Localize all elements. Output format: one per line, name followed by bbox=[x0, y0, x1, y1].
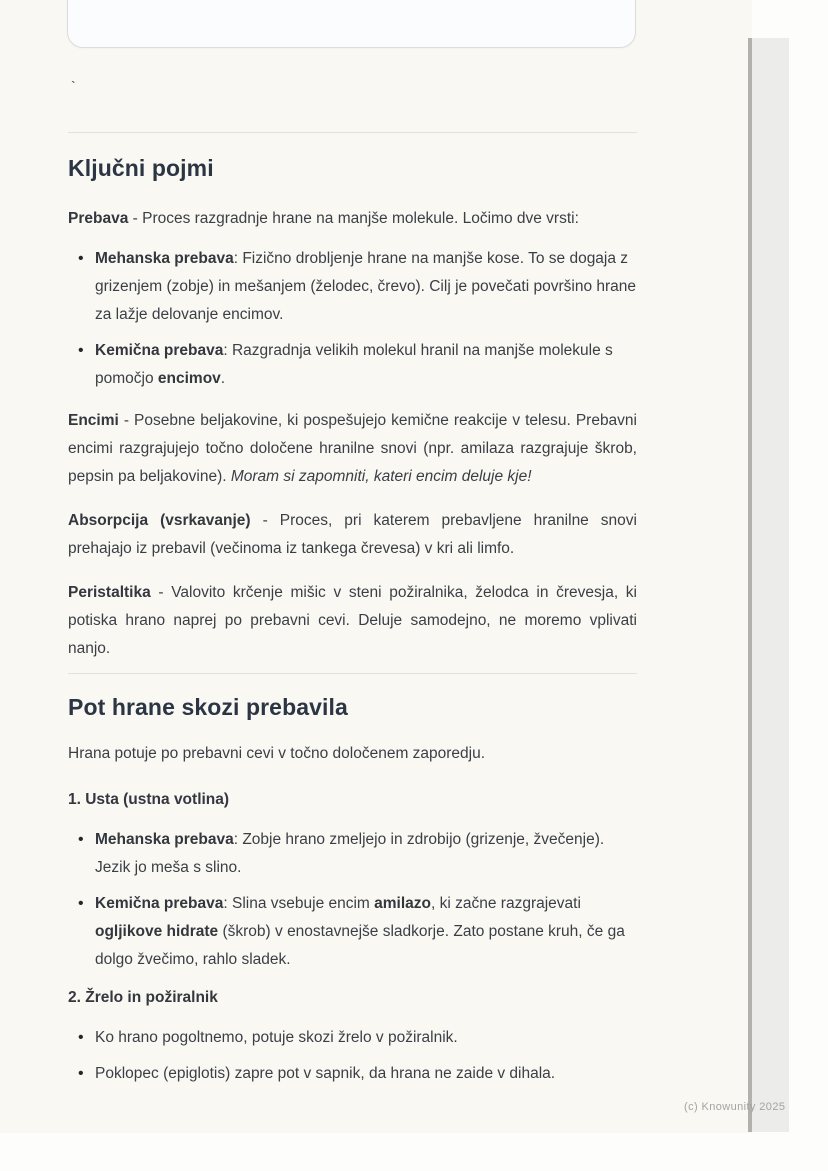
paragraph-encimi: Encimi - Posebne beljakovine, ki pospešujejo kemične reakcije v telesu. Prebavni encimi razgrajujejo točno določene hranilne snovi (npr. amilaza razgrajuje škrob, pepsin pa beljakovine). Moram si zapomniti, kateri encim deluje kje! bbox=[68, 412, 637, 485]
term-mehanska-prebava: Mehanska prebava bbox=[95, 831, 234, 848]
paragraph-intro: Hrana potuje po prebavni cevi v točno določenem zaporedju. bbox=[68, 745, 486, 762]
paragraph-prebava: Prebava - Proces razgradnje hrane na manjše molekule. Ločimo dve vrsti: bbox=[68, 210, 579, 227]
content-card-partial bbox=[67, 0, 636, 48]
term-amilazo: amilazo bbox=[374, 895, 432, 912]
list-item-poklopec: • Poklopec (epiglotis) zapre pot v sapnik, da hrana ne zaide v dihala. bbox=[95, 1060, 637, 1088]
divider bbox=[68, 132, 637, 133]
list-item-usta-kemicna: • Kemična prebava: Slina vsebuje encim amilazo, ki začne razgrajevati ogljikove hidrate (škrob) v enostavnejše sladkorje. Zato postane kruh, če ga dolgo žvečimo, rahlo sladek. bbox=[95, 890, 637, 974]
paragraph-absorpcija: Absorpcija (vsrkavanje) - Proces, pri katerem prebavljene hranilne snovi prehajajo iz prebavil (večinoma iz tankega črevesa) v kri ali limfo. bbox=[68, 512, 637, 557]
bullet-list-usta bbox=[68, 826, 637, 974]
stray-backtick: ` bbox=[71, 78, 76, 94]
list-item-usta-mehanska: • Mehanska prebava: Zobje hrano zmeljejo in zdrobijo (grizenje, žvečenje). Jezik jo meša s slino. bbox=[95, 826, 637, 882]
term-prebava: Prebava bbox=[68, 210, 129, 227]
list-item-zrelo-pozrialnik: • Ko hrano pogoltnemo, potuje skozi žrelo v požiralnik. bbox=[95, 1024, 637, 1052]
document-content bbox=[68, 132, 637, 1088]
divider bbox=[68, 673, 637, 674]
step-heading-usta: 1. Usta (ustna votlina) bbox=[68, 791, 230, 808]
term-kemicna-prebava: Kemična prebava bbox=[95, 895, 224, 912]
bullet-list-zrelo bbox=[68, 1024, 637, 1088]
heading-pot-hrane: Pot hrane skozi prebavila bbox=[68, 694, 348, 720]
term-peristaltika: Peristaltika bbox=[68, 584, 151, 601]
term-mehanska-prebava: Mehanska prebava bbox=[95, 250, 234, 267]
term-encimov: encimov bbox=[157, 370, 221, 387]
watermark: (c) Knowunity 2025 bbox=[684, 1101, 786, 1113]
list-item-mehanska-prebava: • Mehanska prebava: Fizično drobljenje hrane na manjše kose. To se dogaja z grizenjem (zobje) in mešanjem (želodec, črevo). Cilj je povečati površino hrane za lažje delovanje encimov. bbox=[95, 245, 637, 329]
note-italic: Moram si zapomniti, kateri encim deluje kje! bbox=[230, 468, 532, 485]
heading-kljucni-pojmi: Ključni pojmi bbox=[68, 155, 214, 181]
paragraph-peristaltika: Peristaltika - Valovito krčenje mišic v steni požiralnika, želodca in črevesja, ki potiska hrano naprej po prebavni cevi. Deluje samodejno, ne moremo vplivati nanjo. bbox=[68, 584, 637, 657]
scrollbar[interactable] bbox=[748, 38, 789, 1132]
term-ogljikove-hidrate: ogljikove hidrate bbox=[95, 923, 219, 940]
term-kemicna-prebava: Kemična prebava bbox=[95, 342, 224, 359]
bullet-list-prebava-vrste bbox=[68, 245, 637, 393]
term-absorpcija: Absorpcija (vsrkavanje) bbox=[68, 512, 251, 529]
step-heading-zrelo: 2. Žrelo in požiralnik bbox=[68, 989, 218, 1006]
list-item-kemicna-prebava: • Kemična prebava: Razgradnja velikih molekul hranil na manjše molekule s pomočjo encimov. bbox=[95, 337, 637, 393]
term-encimi: Encimi bbox=[68, 412, 119, 429]
